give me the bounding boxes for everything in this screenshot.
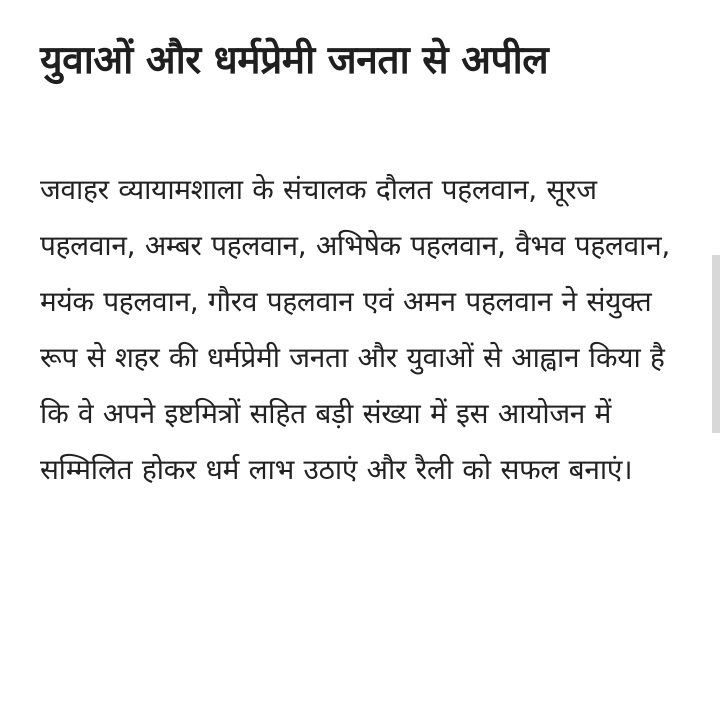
scrollbar[interactable] xyxy=(712,255,720,433)
article xyxy=(40,30,690,498)
article-headline: युवाओं और धर्मप्रेमी जनता से अपील xyxy=(40,38,549,83)
article-body-paragraph: जवाहर व्यायामशाला के संचालक दौलत पहलवान, सूरज पहलवान, अम्बर पहलवान, अभिषेक पहलवान, वैभव पहलवान, मयंक पहलवान, गौरव पहलवान एवं अमन पहलवान ने संयुक्त रूप से शहर की धर्मप्रेमी जनता और युवाओं से आह्वान किया है कि वे अपने इष्टमित्रों सहित बड़ी संख्या में इस आयोजन में सम्मिलित होकर धर्म लाभ उठाएं और रैली को सफल बनाएं। xyxy=(40,173,670,486)
